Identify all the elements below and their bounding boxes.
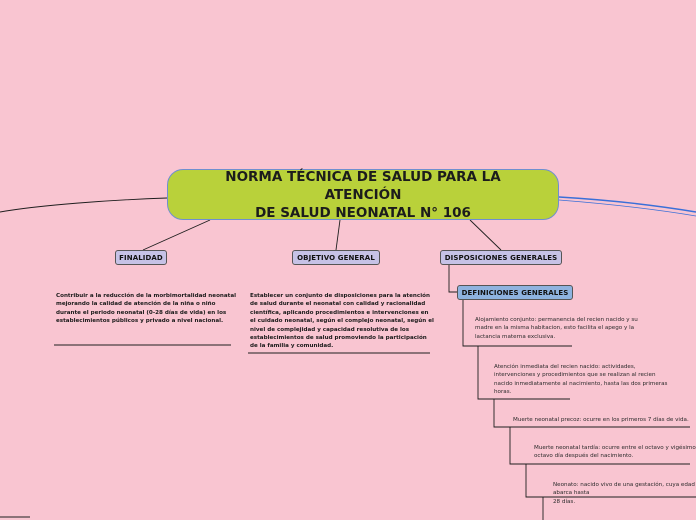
text-line: Neonato: nacido vivo de una gestación, cuya edad abarca hasta xyxy=(553,482,695,497)
definition-muerte-neonatal-precoz[interactable] xyxy=(513,416,689,424)
text-line: Alojamiento conjunto: permanencia del recien nacido y su xyxy=(475,317,638,323)
objetivo-general-text[interactable] xyxy=(250,292,434,351)
definiciones-generales-node[interactable]: DEFINICIONES GENERALES xyxy=(457,285,573,300)
text-line: el cuidado neonatal, según el complejo neonatal, según el xyxy=(250,318,434,325)
text-line: durante el periodo neonatal (0-28 días de vida) en los xyxy=(56,309,227,316)
text-line: Muerte neonatal tardía: ocurre entre el octavo y vigésimo xyxy=(534,445,696,451)
text-line: octavo día después del nacimiento. xyxy=(534,453,634,460)
text-line: de la familia y comunidad. xyxy=(250,343,334,350)
text-line: nivel de complejidad y capacidad resolutiva de los xyxy=(250,326,410,333)
objetivo-general-node[interactable]: OBJETIVO GENERAL xyxy=(292,250,380,265)
finalidad-node[interactable]: FINALIDAD xyxy=(115,250,167,265)
link-objetivo xyxy=(336,220,340,250)
text-line: 28 días. xyxy=(553,498,576,505)
root-topic-node[interactable] xyxy=(167,169,559,220)
text-line: Contribuir a la reducción de la morbimortalidad neonatal xyxy=(56,293,237,299)
link-finalidad xyxy=(143,220,210,250)
definition-neonato[interactable] xyxy=(553,481,696,506)
text-line: Muerte neonatal precoz: ocurre en los primeros 7 días de vida. xyxy=(513,417,689,423)
text-line: establecimientos públicos y privado a nivel nacional. xyxy=(56,318,224,325)
text-line: nacido inmediatamente al nacimiento, hasta las dos primeras xyxy=(494,380,668,387)
root-title-line1: NORMA TÉCNICA DE SALUD PARA LA ATENCIÓN xyxy=(225,168,501,203)
finalidad-text[interactable] xyxy=(56,292,236,326)
definition-atencion-inmediata[interactable] xyxy=(494,363,667,397)
text-line: científica, aplicando procedimientos e intervenciones en xyxy=(250,309,429,316)
root-title-line2: DE SALUD NEONATAL N° 106 xyxy=(255,204,471,221)
text-line: madre en la misma habitacion, esto facilita el apego y la xyxy=(475,325,635,332)
text-line: mejorando la calidad de atención de la niña o niño xyxy=(56,301,216,308)
text-line: de salud durante el neonatal con calidad y racionalidad xyxy=(250,301,426,308)
link-root-left xyxy=(0,198,167,212)
disposiciones-generales-node[interactable]: DISPOSICIONES GENERALES xyxy=(440,250,562,265)
text-line: lactancia materna exclusiva. xyxy=(475,333,556,340)
text-line: Establecer un conjunto de disposiciones para la atención xyxy=(250,293,430,299)
link-definiciones xyxy=(449,264,457,292)
link-root-right xyxy=(559,197,696,212)
text-line: horas. xyxy=(494,389,512,396)
text-line: establecimientos de salud promoviendo la participación xyxy=(250,335,427,342)
definition-alojamiento-conjunto[interactable] xyxy=(475,316,638,341)
text-line: intervenciones y procedimientos que se realizan al recien xyxy=(494,372,656,379)
text-line: Atención inmediata del recien nacido: actividades, xyxy=(494,364,636,370)
definition-muerte-neonatal-tardia[interactable] xyxy=(534,444,696,461)
link-disposiciones xyxy=(470,220,501,250)
